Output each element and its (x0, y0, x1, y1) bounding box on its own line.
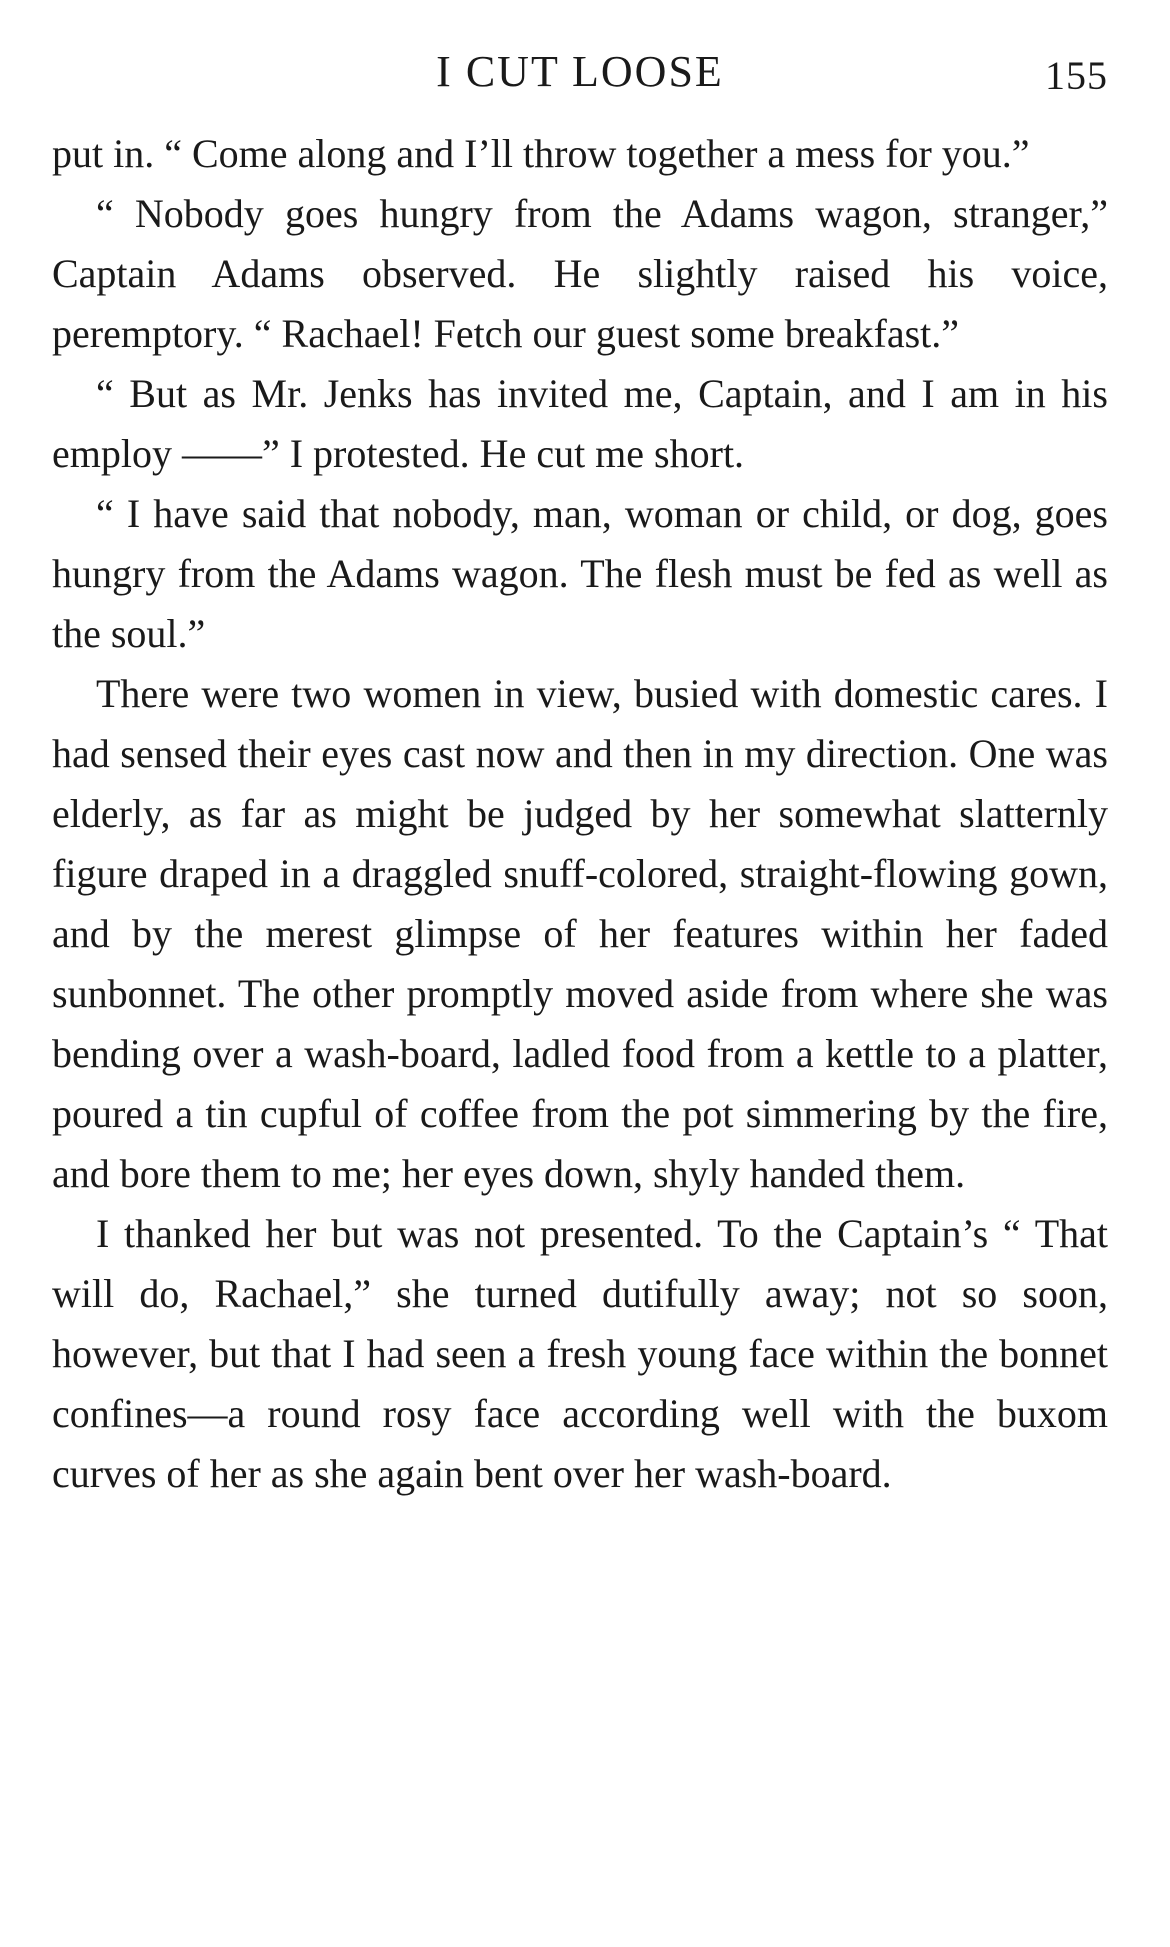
paragraph: There were two women in view, busied with domestic cares. I had sensed their eyes cast now and then in my direction. One was elderly, as far as might be judged by her somewhat slatternly figure draped in a draggled snuff-colored, straight-flowing gown, and by the merest glimpse of her features within her faded sunbonnet. The other promptly moved aside from where she was bending over a wash-board, ladled food from a kettle to a platter, poured a tin cupful of coffee from the pot simmering by the fire, and bore them to me; her eyes down, shyly handed them. (52, 671, 1108, 1196)
paragraph: “ But as Mr. Jenks has invited me, Captain, and I am in his employ ——” I protested. He cut me short. (52, 371, 1108, 476)
body-text (52, 124, 1108, 1504)
paragraph: “ I have said that nobody, man, woman or child, or dog, goes hungry from the Adams wagon. The flesh must be fed as well as the soul.” (52, 491, 1108, 656)
running-head (52, 42, 1108, 102)
page-number: 155 (1045, 53, 1108, 98)
paragraph-continuation: put in. “ Come along and I’ll throw together a mess for you.” (52, 131, 1030, 176)
paragraph: “ Nobody goes hungry from the Adams wagon, stranger,” Captain Adams observed. He slightly raised his voice, peremptory. “ Rachael! Fetch our guest some breakfast.” (52, 191, 1108, 356)
paragraph: I thanked her but was not presented. To the Captain’s “ That will do, Rachael,” she turned dutifully away; not so soon, however, but that I had seen a fresh young face within the bonnet confines—a round rosy face according well with the buxom curves of her as she again bent over her wash-board. (52, 1211, 1108, 1496)
chapter-title: I CUT LOOSE (436, 47, 724, 96)
